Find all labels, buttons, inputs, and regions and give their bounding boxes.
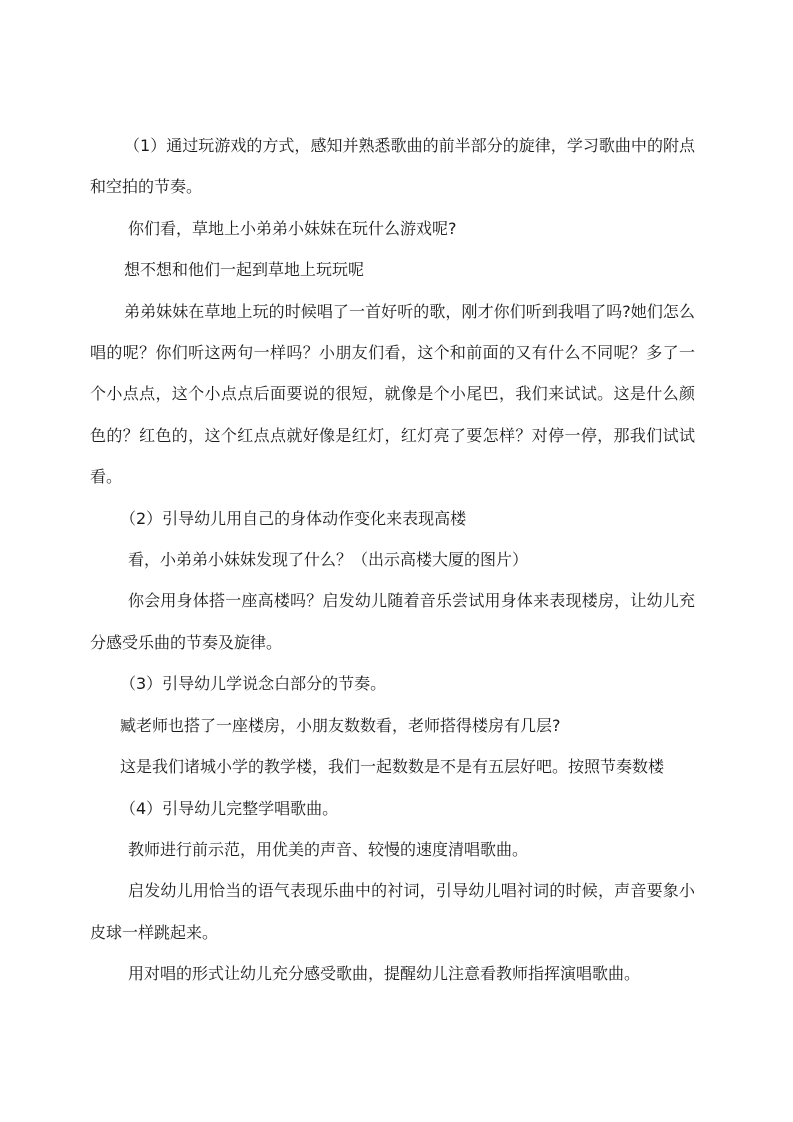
paragraph-duet-singing: 用对唱的形式让幼儿充分感受歌曲，提醒幼儿注意看教师指挥演唱歌曲。 xyxy=(128,964,641,984)
paragraph-building-picture: 看，小弟弟小妹妹发现了什么？（出示高楼大厦的图片） xyxy=(128,550,529,570)
paragraph-teacher-building: 臧老师也搭了一座楼房，小朋友数数看，老师搭得楼房有几层? xyxy=(120,715,561,735)
paragraph-step-1: （1）通过玩游戏的方式，感知并熟悉歌曲的前半部分的旋律，学习歌曲中的附点和空拍的节奏。 xyxy=(90,136,695,197)
paragraph-count-floors: 这是我们诸城小学的教学楼，我们一起数数是不是有五层好吧。按照节奏数楼 xyxy=(120,757,665,777)
paragraph-song-explanation: 弟弟妹妹在草地上玩的时候唱了一首好听的歌，刚才你们听到我唱了吗?她们怎么唱的呢？你们听这两句一样吗？小朋友们看，这个和前面的又有什么不同呢？多了一个小点点，这个小点点后面要说的很短，就像是个小尾巴，我们来试试。这是什么颜色的？红色的，这个红点点就好像是红灯，红灯亮了要怎样？对停一停，那我们试试看。 xyxy=(90,301,695,487)
paragraph-step-2: （2）引导幼儿用自己的身体动作变化来表现高楼 xyxy=(120,508,467,528)
paragraph-question-grass: 你们看，草地上小弟弟小妹妹在玩什么游戏呢? xyxy=(128,218,457,238)
paragraph-invite-play: 想不想和他们一起到草地上玩玩呢 xyxy=(124,260,365,280)
paragraph-body-building: 你会用身体搭一座高楼吗？启发幼儿随着音乐尝试用身体来表现楼房，让幼儿充分感受乐曲的节奏及旋律。 xyxy=(90,591,695,652)
paragraph-step-4: （4）引导幼儿完整学唱歌曲。 xyxy=(120,798,339,818)
paragraph-lyrics-guidance: 启发幼儿用恰当的语气表现乐曲中的衬词，引导幼儿唱衬词的时候，声音要象小皮球一样跳起来。 xyxy=(90,881,695,942)
paragraph-step-3: （3）引导幼儿学说念白部分的节奏。 xyxy=(120,674,387,694)
document-body xyxy=(90,125,695,995)
paragraph-teacher-demo: 教师进行前示范，用优美的声音、较慢的速度清唱歌曲。 xyxy=(128,839,529,859)
